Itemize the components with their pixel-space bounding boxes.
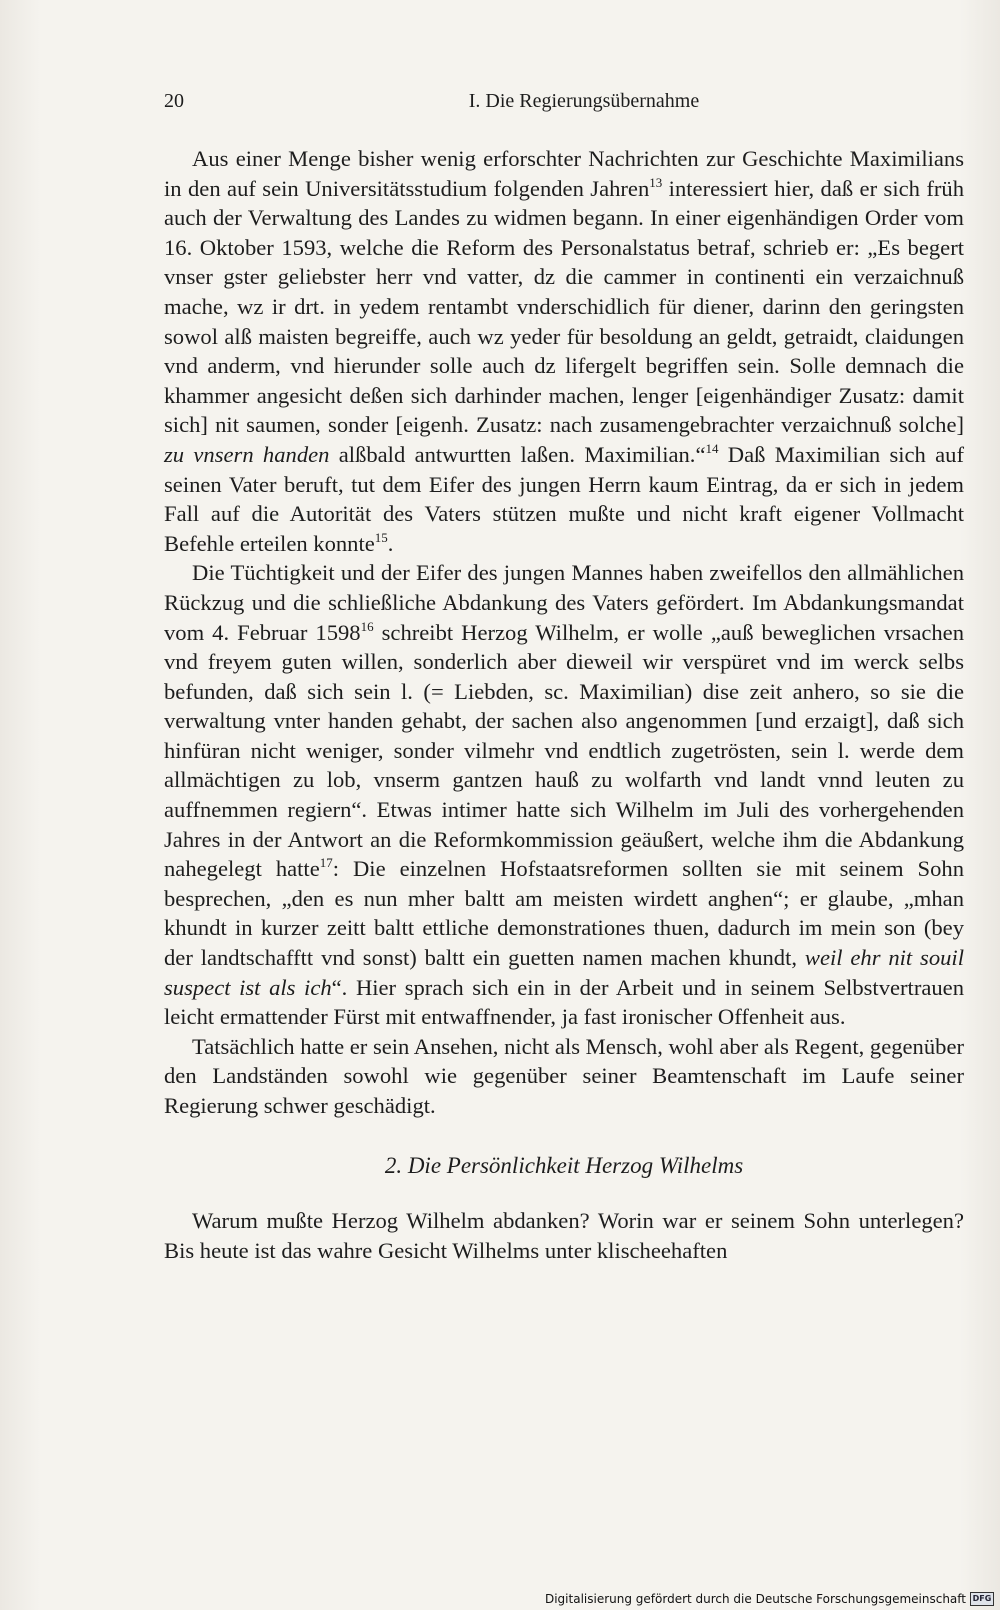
- footnote-ref: 16: [360, 618, 374, 634]
- text-run: Daß Maximilian sich auf seinen Vater beruft, tut dem Eifer des jungen Herrn kaum Eintrag, da er sich in jedem Fall auf die Autorität des Vaters stützen mußte und nicht kraft eigener Vollmacht Befehle erteilen konnte: [164, 441, 964, 556]
- footnote-ref: 17: [319, 855, 333, 871]
- text-run: Aus einer Menge bisher wenig erforschter Nachrichten zur Geschichte Maximilians in den auf sein Universitätsstudium folgenden Jahren: [164, 146, 964, 201]
- italic-text: weil ehr nit souil suspect ist als ich: [164, 945, 964, 1000]
- footnote-ref: 14: [705, 440, 719, 456]
- text-run: schreibt Herzog Wilhelm, er wolle „auß beweglichen vrsachen vnd freyem guten willen, sonderlich aber dieweil wir verspüret vnd im werck selbs befunden, daß sich sein l. (= Liebden, sc. Maximilian) dise zeit anhero, so sie die verwaltung vnter handen gehabt, der sachen also angenommen [und erzaigt], daß sich hinfüran nicht weniger, sonder vilmehr vnd endtlich zugetrösten, sein l. werde dem allmächtigen zu lob, vnserm gantzen hauß zu wolfarth vnd landt vnnd leuten zu auffnemmen regiern“. Etwas intimer hatte sich Wilhelm im Juli des vorhergehenden Jahres in der Antwort an die Reformkommission geäußert, welche ihm die Abdankung nahegelegt hatte: [164, 619, 964, 882]
- text-run: Die Tüchtigkeit und der Eifer des jungen Mannes haben zweifellos den allmählichen Rückzug und die schließliche Abdankung des Vaters gefördert. Im Abdankungsmandat vom 4. Februar 1598: [164, 560, 964, 645]
- text-run: .: [387, 530, 394, 556]
- footnote-ref: 13: [649, 174, 663, 190]
- section-heading: 2. Die Persönlichkeit Herzog Wilhelms: [384, 1152, 744, 1178]
- text-run: : Die einzelnen Hofstaatsreformen sollten sie mit seinem Sohn besprechen, „den es nun mher baltt am meisten wirdett anghen“; er glaube, „mhan khundt in kurzer zeitt baltt ettliche demonstrationes thuen, dadurch im mein son (bey der landtschafftt vnd sonst) baltt ein guetten namen machen khundt,: [164, 856, 964, 971]
- footnote-ref: 15: [374, 529, 388, 545]
- paragraph-3: Tatsächlich hatte er sein Ansehen, nicht als Mensch, wohl aber als Regent, gegenüber den Landständen sowohl wie gegenüber seiner Beamtenschaft im Laufe seiner Regierung schwer geschädigt.: [164, 1033, 965, 1118]
- digitization-credit: [545, 1592, 994, 1606]
- page-header: [164, 90, 964, 120]
- text-run: “. Hier sprach sich ein in der Arbeit und in seinem Selbstvertrauen leicht ermattender Fürst mit entwaffnender, ja fast ironischer Offenheit aus.: [164, 974, 964, 1030]
- credit-text: Digitalisierung gefördert durch die Deutsche Forschungsgemeinschaft: [544, 1592, 966, 1606]
- text-run: alßbald antwurtten laßen. Maximilian.“: [329, 441, 706, 467]
- dfg-logo-icon: DFG: [970, 1592, 994, 1606]
- paragraph-4: Warum mußte Herzog Wilhelm abdanken? Worin war er seinem Sohn unterlegen? Bis heute ist das wahre Gesicht Wilhelms unter klischeehaften: [164, 1208, 964, 1263]
- running-head: I. Die Regierungsübernahme: [468, 90, 700, 112]
- paragraph-1: [164, 144, 964, 558]
- italic-text: zu vnsern handen: [164, 441, 330, 467]
- body-text: [164, 144, 964, 1265]
- paragraph-2: [164, 558, 964, 1032]
- page-number: 20: [164, 90, 184, 112]
- text-run: interessiert hier, daß er sich früh auch der Verwaltung des Landes zu widmen begann. In einer eigenhändigen Order vom 16. Oktober 1593, welche die Reform des Personalstatus betraf, schrieb er: „Es begert vnser gster geliebster herr vnd vatter, dz die cammer in continenti ein verzaichnuß mache, wz ir drt. in yedem rentambt vnderschidlich für diener, darinn den geringsten sowol alß maisten begreiffe, auch wz yeder für besoldung an geldt, getraidt, claidungen vnd anderm, vnd hierunder solle auch dz lifergelt begriffen sein. Solle demnach die khammer angesicht deßen sich darhinder machen, lenger [eigenhändiger Zusatz: damit sich] nit saumen, sonder [eigenh. Zusatz: nach zusamengebrachter verzaichnuß solche]: [164, 175, 964, 438]
